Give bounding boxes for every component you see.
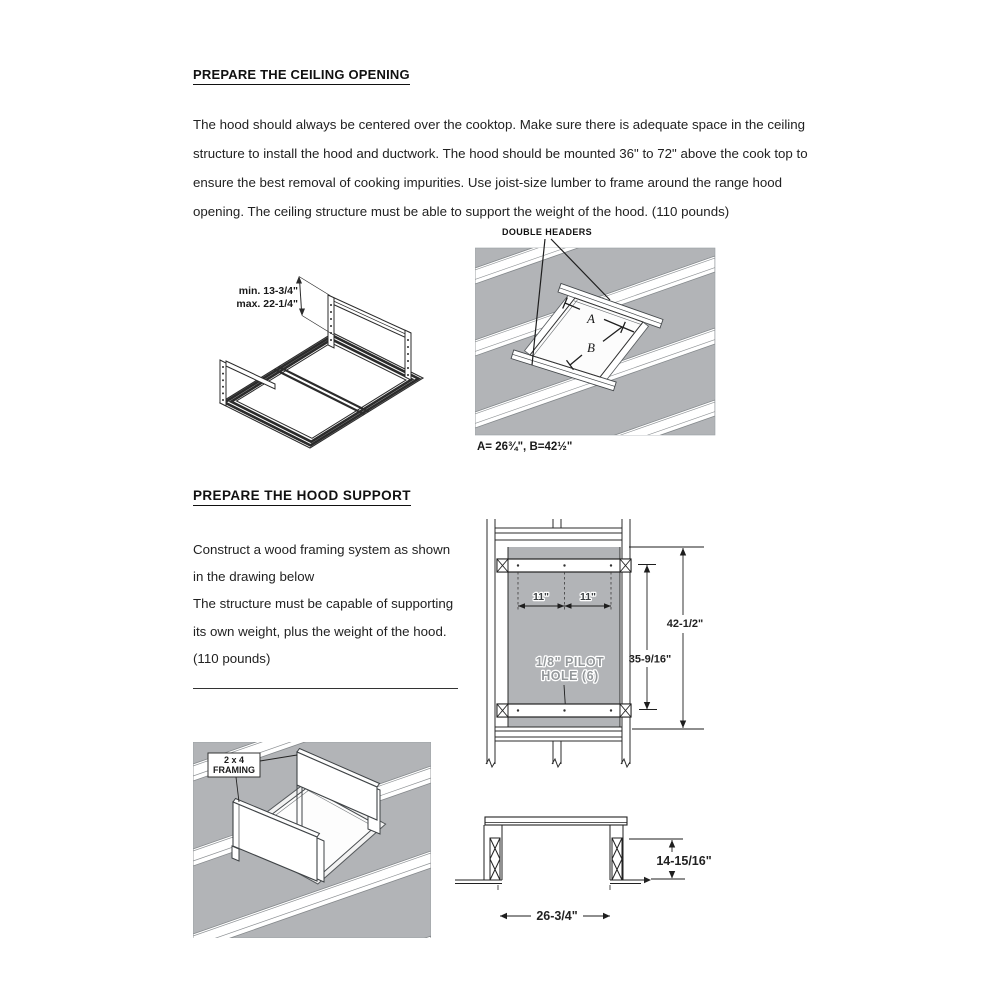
paragraph-line: The hood should always be centered over the cooktop. Make sure there is adequate space in the ceiling — [193, 117, 806, 132]
framing-label-line2: FRAMING — [213, 765, 255, 775]
cross-section-diagram — [455, 800, 720, 940]
top-beam — [485, 817, 627, 825]
double-headers-label: DOUBLE HEADERS — [501, 227, 593, 237]
top-rails — [495, 528, 622, 540]
dim-11-left-label: 11" — [532, 591, 550, 603]
hood-support-diagram — [460, 515, 716, 785]
left-post — [484, 825, 502, 880]
inner-height-dimension — [638, 565, 657, 710]
dim-26-label: 26-3/4" — [536, 909, 578, 923]
arrow-up-icon — [644, 565, 650, 573]
paragraph-line: (110 pounds) — [193, 650, 271, 666]
dim-35-label: 35-9/16" — [628, 653, 672, 666]
ceiling-paragraph — [193, 110, 833, 226]
paragraph-line: opening. The ceiling structure must be able to support the weight of the hood. (110 pounds) — [193, 204, 730, 219]
right-post — [610, 825, 623, 880]
arrow-down-icon — [669, 871, 675, 879]
arrow-right-icon — [603, 913, 610, 919]
section-support-heading: PREPARE THE HOOD SUPPORT — [193, 488, 411, 506]
dim-11-right-label: 11" — [579, 591, 597, 603]
arrow-right-icon — [644, 877, 651, 883]
bottom-cross-bar — [497, 704, 631, 717]
arrow-down-icon — [680, 721, 686, 729]
section-ceiling-heading: PREPARE THE CEILING OPENING — [193, 67, 410, 85]
support-paragraph — [193, 536, 493, 672]
top-cross-bar — [497, 559, 631, 572]
dim-b-label: B — [587, 340, 595, 355]
double-headers-diagram — [475, 222, 720, 472]
arrow-down-icon — [644, 702, 650, 710]
paragraph-line: structure to install the hood and ductwork. The hood should be mounted 36" to 72" above the cook top to — [193, 146, 808, 161]
paragraph-line: Construct a wood framing system as shown — [193, 542, 451, 557]
opening-dimensions-caption: A= 26¾", B=42½" — [477, 441, 573, 453]
ceiling-opening-diagram — [195, 248, 465, 458]
dim-14-label: 14-15/16" — [656, 854, 712, 868]
min-height-label: min. 13-3/4" — [238, 285, 298, 297]
arrow-left-icon — [500, 913, 507, 919]
outer-height-dimension — [629, 547, 704, 729]
paragraph-line: ensure the best removal of cooking impurities. Use joist-size lumber to frame around the range hood — [193, 175, 783, 190]
dim-a-label: A — [587, 311, 595, 326]
paragraph-line: in the drawing below — [193, 569, 315, 585]
arrow-up-icon — [669, 840, 675, 848]
arrow-up-icon — [296, 276, 302, 284]
paragraph-line: its own weight, plus the weight of the hood. — [193, 623, 447, 639]
arrow-up-icon — [680, 548, 686, 556]
dim-42-label: 42-1/2" — [666, 618, 704, 630]
stud-break-marks — [486, 759, 630, 767]
framing-diagram — [193, 742, 431, 938]
pilot-hole-label-line2: HOLE (6) — [541, 669, 599, 683]
opening-frame — [220, 333, 423, 448]
max-height-label: max. 22-1/4" — [236, 298, 298, 310]
pilot-hole-label-line1: 1/8" PILOT — [535, 655, 605, 669]
framing-label-line1: 2 x 4 — [223, 755, 245, 765]
paragraph-line: The structure must be capable of supporting — [193, 596, 454, 612]
bottom-rails — [495, 727, 622, 741]
support-panel — [508, 547, 620, 727]
divider-line — [193, 688, 458, 689]
arrow-down-icon — [299, 309, 305, 317]
